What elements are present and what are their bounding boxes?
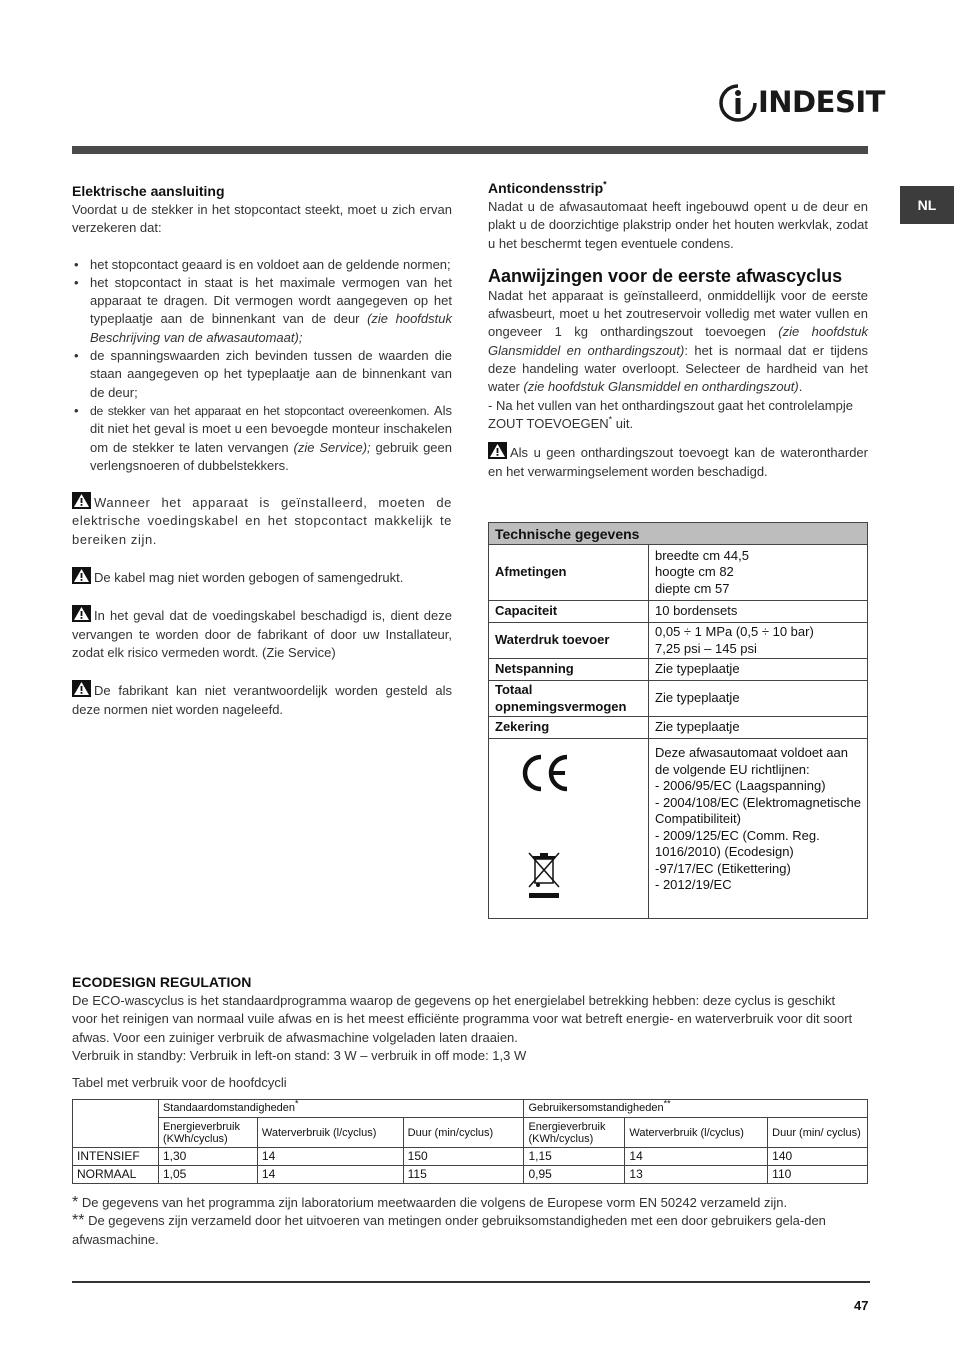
table-row: Totaal opnemingsvermogen Zie typeplaatje — [489, 681, 868, 717]
footer-rule — [72, 1281, 870, 1283]
anticondens-text: Nadat u de afwasautomaat heeft ingebouwd opent u de deur en plakt u de doorzichtige plakstrip onder het houten werkvlak, zodat u het beschermt tegen eventuele condens. — [488, 199, 868, 251]
footnotes — [72, 1194, 862, 1249]
list-item: • het stopcontact in staat is het maximale vermogen van het apparaat te dragen. Dit vermogen wordt aangegeven op het typeplaatje aan de binnenkant van de deur (zie hoofdstuk Beschrijving van de afwasautomaat); — [72, 274, 452, 347]
electrical-intro: Voordat u de stekker in het stopcontact steekt, moet u zich ervan verzekeren dat: — [72, 202, 452, 236]
warning-icon — [72, 567, 91, 584]
table-caption: Tabel met verbruik voor de hoofdcycli — [72, 1075, 287, 1091]
salt-lamp-text: - Na het vullen van het onthardingszout gaat het controlelampje ZOUT TOEVOEGEN* uit. — [488, 397, 853, 431]
section-title-anticondens: Anticondensstrip* — [488, 179, 607, 196]
left-column — [72, 181, 452, 719]
indesit-logo — [718, 82, 885, 124]
table-title: Technische gegevens — [489, 523, 868, 545]
warning-paragraph: De fabrikant kan niet verantwoordelijk worden gesteld als deze normen niet worden nageleefd. — [72, 680, 452, 719]
language-tab: NL — [900, 186, 954, 224]
warning-icon — [72, 680, 91, 697]
table-row: NORMAAL 1,05 14 115 0,95 13 110 — [73, 1166, 868, 1184]
table-header-row: Standaardomstandigheden* Gebruikersomstandigheden** — [73, 1100, 868, 1118]
warning-paragraph: In het geval dat de voedingskabel beschadigd is, dient deze vervangen te worden door de fabrikant of door uw Installateur, zodat elk risico vermeden wordt. (Zie Service) — [72, 605, 452, 662]
right-column — [488, 178, 868, 481]
technical-data-table — [488, 522, 868, 919]
section-title-electrical: Elektrische aansluiting — [72, 183, 225, 199]
ecodesign-text: De ECO-wascyclus is het standaardprogramma waarop de gegevens op het energielabel betrekking hebben: deze cyclus is geschikt voor het reinigen van normaal vuile afwas en is het meest efficiënte programma voor wat betreft energie- en waterverbruik voor dit soort afwas. Voor een zuiniger verbruik de afwasmachine volgeladen laten draaien. — [72, 993, 853, 1045]
table-row: INTENSIEF 1,30 14 150 1,15 14 140 — [73, 1148, 868, 1166]
warning-icon — [72, 605, 91, 622]
logo-i-icon — [718, 82, 758, 124]
weee-bin-icon — [527, 851, 561, 899]
consumption-table — [72, 1099, 868, 1184]
table-header-row: Energieverbruik (KWh/cyclus) Waterverbruik (l/cyclus) Duur (min/cyclus) Energieverbruik (KWh/cyclus) Waterverbruik (l/cyclus) Duur (min/ cyclus) — [73, 1118, 868, 1148]
table-row: Waterdruk toevoer 0,05 ÷ 1 MPa (0,5 ÷ 10 bar) 7,25 psi – 145 psi — [489, 623, 868, 659]
symbols-cell — [489, 739, 649, 919]
warning-icon — [488, 442, 507, 459]
list-item: • de stekker van het apparaat en het stopcontact overeenkomen. Als dit niet het geval is moet u een bevoegde monteur inschakelen om de stekker te laten vervangen (zie Service); gebruik geen verlengsnoeren of dubbelstekkers. — [72, 402, 452, 475]
section-title-first-cycle: Aanwijzingen voor de eerste afwascyclus — [488, 265, 843, 286]
footnote: * De gegevens van het programma zijn laboratorium meetwaarden die volgens de Europese vorm EN 50242 verzameld zijn. — [72, 1194, 788, 1211]
electrical-list — [72, 256, 452, 476]
table-row: Capaciteit 10 bordensets — [489, 601, 868, 623]
table-header-row — [489, 523, 868, 545]
warning-paragraph: Als u geen onthardingszout toevoegt kan de waterontharder en het verwarmingselement worden beschadigd. — [488, 442, 868, 481]
table-row: Netspanning Zie typeplaatje — [489, 659, 868, 681]
standby-text: Verbruik in standby: Verbruik in left-on stand: 3 W – verbruik in off mode: 1,3 W — [72, 1047, 527, 1063]
table-row: Zekering Zie typeplaatje — [489, 717, 868, 739]
logo-wordmark: INDESIT — [758, 85, 885, 119]
page-number: 47 — [854, 1298, 869, 1313]
eu-directives-cell: Deze afwasautomaat voldoet aan de volgende EU richtlijnen: - 2006/95/EC (Laagspanning) - 2004/108/EC (Elektromagnetische Compatibiliteit) - 2009/125/EC (Comm. Reg. 1016/2010) (Ecodesign) -97/17/EC (Etikettering) - 2012/19/EC — [649, 739, 868, 919]
table-row: Afmetingen breedte cm 44,5 hoogte cm 82 diepte cm 57 — [489, 545, 868, 601]
list-item: • het stopcontact geaard is en voldoet aan de geldende normen; — [72, 256, 452, 274]
footnote: ** De gegevens zijn verzameld door het uitvoeren van metingen onder gebruiksomstandigheden met een door gebruikers gela-den afwasmachine. — [72, 1212, 826, 1247]
section-title-ecodesign: ECODESIGN REGULATION — [72, 974, 252, 990]
warning-paragraph: De kabel mag niet worden gebogen of samengedrukt. — [72, 567, 452, 587]
warning-paragraph: Wanneer het apparaat is geïnstalleerd, moeten de elektrische voedingskabel en het stopcontact makkelijk te bereiken zijn. — [72, 492, 452, 549]
warning-icon — [72, 492, 91, 509]
first-cycle-text: Nadat het apparaat is geïnstalleerd, onmiddellijk voor de eerste afwasbeurt, moet u het zoutreservoir volledig met water vullen en ongeveer 1 kg onthardingszout toevoegen (zie hoofdstuk Glansmiddel en onthardingszout): het is normaal dat er tijdens deze handeling water overloopt. Selecteer de hardheid van het water (zie hoofdstuk Glansmiddel en onthardingszout). — [488, 287, 868, 395]
ce-mark-icon — [519, 753, 571, 793]
list-item: • de spanningswaarden zich bevinden tussen de waarden die staan aangegeven op het typeplaatje aan de binnenkant van de deur; — [72, 347, 452, 402]
header-bar — [72, 146, 868, 154]
ecodesign-section — [72, 972, 862, 1092]
table-row — [489, 739, 868, 919]
